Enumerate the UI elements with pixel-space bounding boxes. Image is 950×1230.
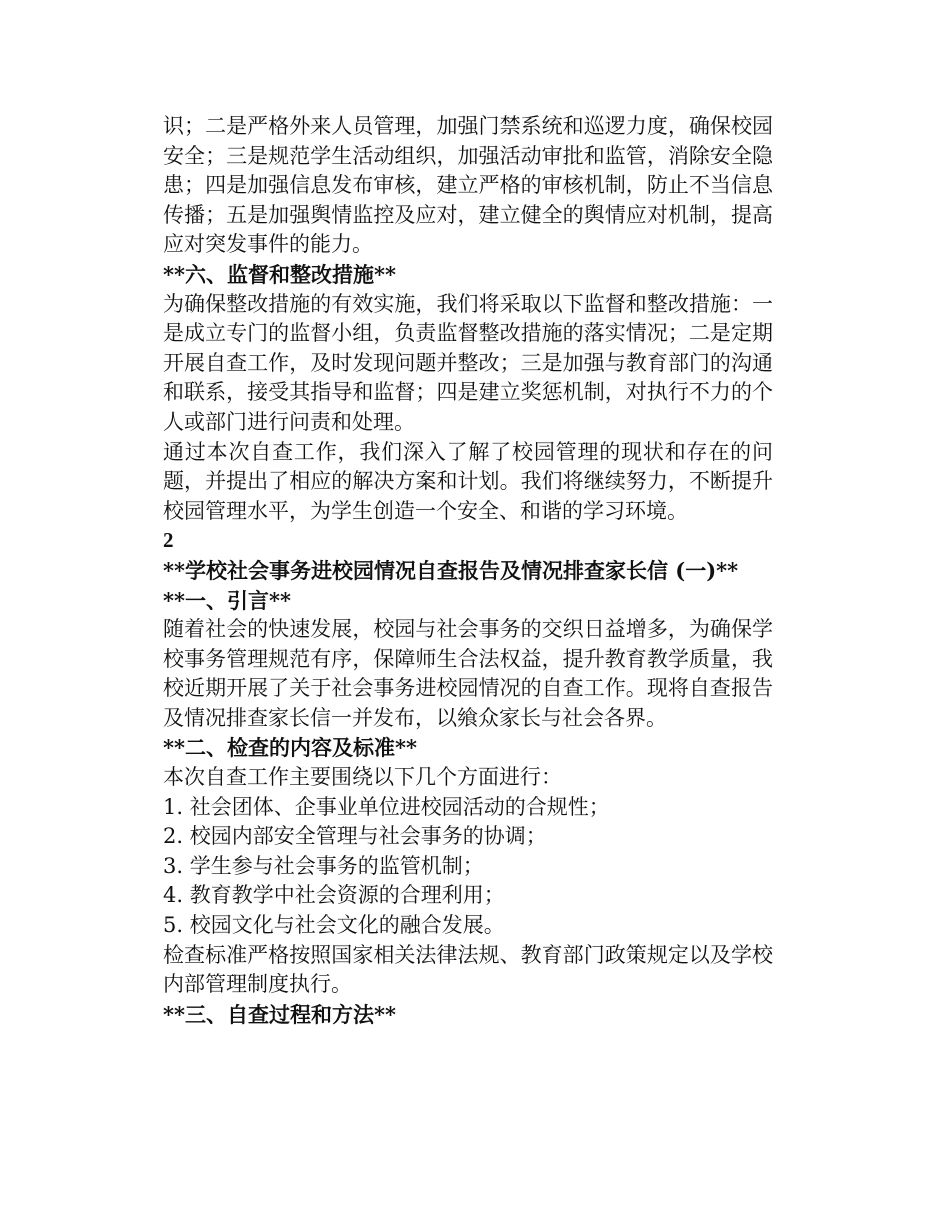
list-item: 5. 校园文化与社会文化的融合发展。 [163,913,505,938]
paragraph-conclusion: 通过本次自查工作，我们深入了解了校园管理的现状和存在的问题，并提出了相应的解决方案和计划。我们将继续努力，不断提升校园管理水平，为学生创造一个安全、和谐的学习环境。 [163,439,773,523]
paragraph-inspection-standard: 检查标准严格按照国家相关法律法规、教育部门政策规定以及学校内部管理制度执行。 [163,942,773,997]
list-item: 2. 校园内部安全管理与社会事务的协调； [163,824,547,849]
list-item: 3. 学生参与社会事务的监管机制； [163,853,484,878]
paragraph-inspection-intro: 本次自查工作主要围绕以下几个方面进行： [163,765,562,790]
paragraph-introduction: 随着社会的快速发展，校园与社会事务的交织日益增多，为确保学校事务管理规范有序，保障师生合法权益，提升教育教学质量，我校近期开展了关于社会事务进校园情况的自查工作。现将自查报告及情况排查家长信一并发布，以飨众家长与社会各界。 [163,617,773,730]
heading-supervision: **六、监督和整改措施** [163,261,396,287]
paragraph-supervision: 为确保整改措施的有效实施，我们将采取以下监督和整改措施：一是成立专门的监督小组，负责监督整改措施的落实情况；二是定期开展自查工作，及时发现问题并整改；三是加强与教育部门的沟通和联系，接受其指导和监督；四是建立奖惩机制，对执行不力的个人或部门进行问责和处理。 [163,291,773,434]
list-item: 1. 社会团体、企事业单位进校园活动的合规性； [163,794,610,819]
inspection-list [163,793,773,941]
heading-inspection-content: **二、检查的内容及标准** [163,735,417,761]
section-number: 2 [163,528,174,553]
heading-process: **三、自查过程和方法** [163,1001,396,1027]
paragraph-security-measures: 识；二是严格外来人员管理，加强门禁系统和巡逻力度，确保校园安全；三是规范学生活动组织，加强活动审批和监管，消除安全隐患；四是加强信息发布审核，建立严格的审核机制，防止不当信息传播；五是加强舆情监控及应对，建立健全的舆情应对机制，提高应对突发事件的能力。 [163,114,773,257]
document-title: **学校社会事务进校园情况自查报告及情况排查家长信 (一)** [163,557,739,583]
document-page [163,112,773,1029]
heading-introduction: **一、引言** [163,587,291,613]
list-item: 4. 教育教学中社会资源的合理利用； [163,883,505,908]
